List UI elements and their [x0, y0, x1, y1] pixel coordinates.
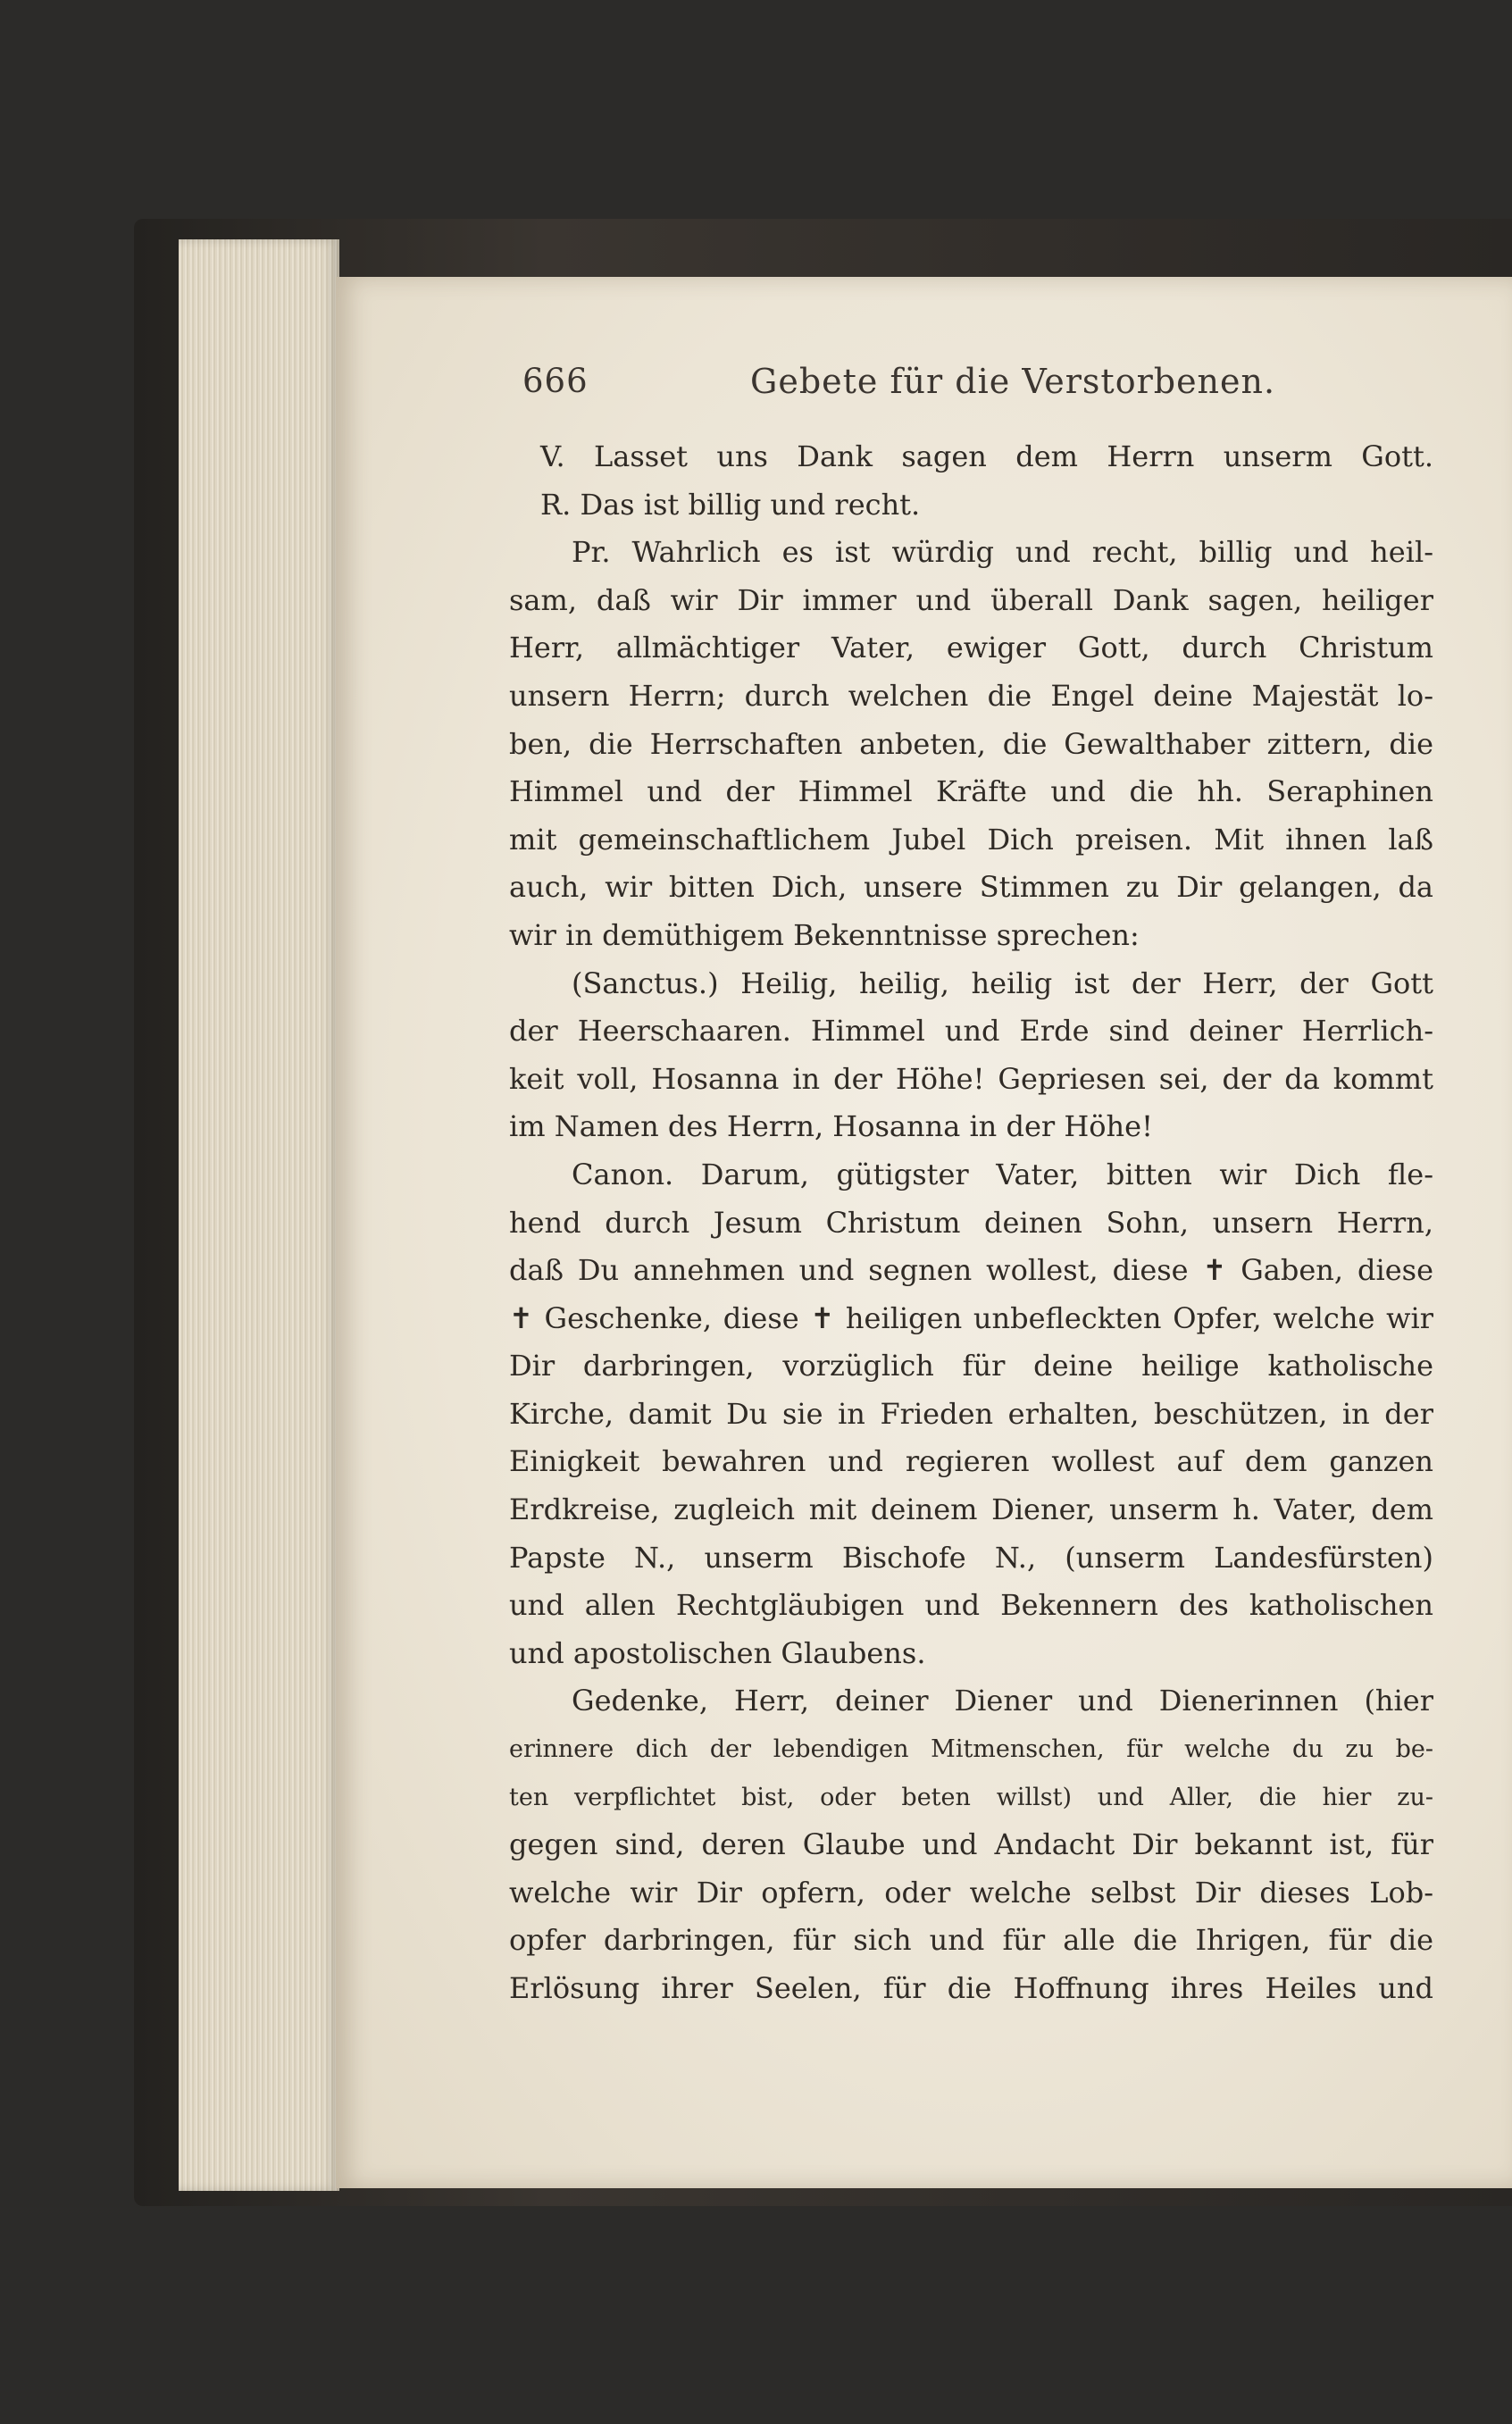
text-line: daß Du annehmen und segnen wollest, diese ✝ Gaben, diese [509, 1253, 1433, 1288]
text-line: V. Lasset uns Dank sagen dem Herrn unserm Gott. [540, 439, 1433, 473]
running-title: Gebete für die Verstorbenen. [750, 362, 1276, 401]
text-line: keit voll, Hosanna in der Höhe! Gepriesen sei, der da kommt [509, 1061, 1433, 1096]
text-line: im Namen des Herrn, Hosanna in der Höhe! [509, 1109, 1153, 1144]
text-line: Gedenke, Herr, deiner Diener und Dienerinnen (hier [572, 1684, 1433, 1718]
text-line: wir in demüthigem Bekenntnisse sprechen: [509, 917, 1140, 952]
text-line: mit gemeinschaftlichem Jubel Dich preisen. Mit ihnen laß [509, 822, 1433, 857]
text-line: hend durch Jesum Christum deinen Sohn, unsern Herrn, [509, 1205, 1433, 1240]
text-line: Himmel und der Himmel Kräfte und die hh. Seraphinen [509, 774, 1433, 809]
text-line: Dir darbringen, vorzüglich für deine heilige katholische [509, 1349, 1433, 1383]
text-line: und allen Rechtgläubigen und Bekennern des katholischen [509, 1588, 1433, 1623]
text-line: unsern Herrn; durch welchen die Engel deine Majestät lo- [509, 678, 1433, 713]
text-line: ben, die Herrschaften anbeten, die Gewalthaber zittern, die [509, 726, 1433, 761]
text-line: auch, wir bitten Dich, unsere Stimmen zu Dir gelangen, da [509, 870, 1433, 905]
text-line: Pr. Wahrlich es ist würdig und recht, billig und heil- [572, 535, 1433, 570]
body-text [509, 433, 1433, 2013]
text-line: gegen sind, deren Glaube und Andacht Dir bekannt ist, für [509, 1827, 1433, 1862]
text-line: opfer darbringen, für sich und für alle die Ihrigen, für die [509, 1923, 1433, 1958]
text-line: und apostolischen Glaubens. [509, 1635, 926, 1670]
text-line: sam, daß wir Dir immer und überall Dank sagen, heiliger [509, 582, 1433, 617]
text-line: der Heerschaaren. Himmel und Erde sind deiner Herrlich- [509, 1014, 1433, 1049]
text-line: Erdkreise, zugleich mit deinem Diener, unserm h. Vater, dem [509, 1492, 1433, 1527]
text-line: Herr, allmächtiger Vater, ewiger Gott, durch Christum [509, 631, 1433, 665]
page-edges [179, 239, 339, 2191]
text-line: Kirche, damit Du sie in Frieden erhalten, beschützen, in der [509, 1396, 1433, 1431]
text-line: erinnere dich der lebendigen Mitmenschen, für welche du zu be- [509, 1735, 1433, 1764]
text-line: Canon. Darum, gütigster Vater, bitten wir Dich fle- [572, 1157, 1433, 1191]
text-line: Erlösung ihrer Seelen, für die Hoffnung ihres Heiles und [509, 1971, 1433, 2005]
text-line: (Sanctus.) Heilig, heilig, heilig ist der Herr, der Gott [572, 965, 1433, 1000]
page-header [522, 362, 1424, 424]
text-line: Einigkeit bewahren und regieren wollest auf dem ganzen [509, 1444, 1433, 1479]
text-line: Papste N., unserm Bischofe N., (unserm Landesfürsten) [509, 1540, 1433, 1575]
text-line: R. Das ist billig und recht. [540, 487, 921, 522]
text-line: welche wir Dir opfern, oder welche selbst Dir dieses Lob- [509, 1875, 1433, 1910]
text-line: ✝ Geschenke, diese ✝ heiligen unbefleckten Opfer, welche wir [509, 1300, 1433, 1335]
text-line: ten verpflichtet bist, oder beten willst) und Aller, die hier zu- [509, 1783, 1433, 1811]
page-number: 666 [522, 362, 589, 400]
